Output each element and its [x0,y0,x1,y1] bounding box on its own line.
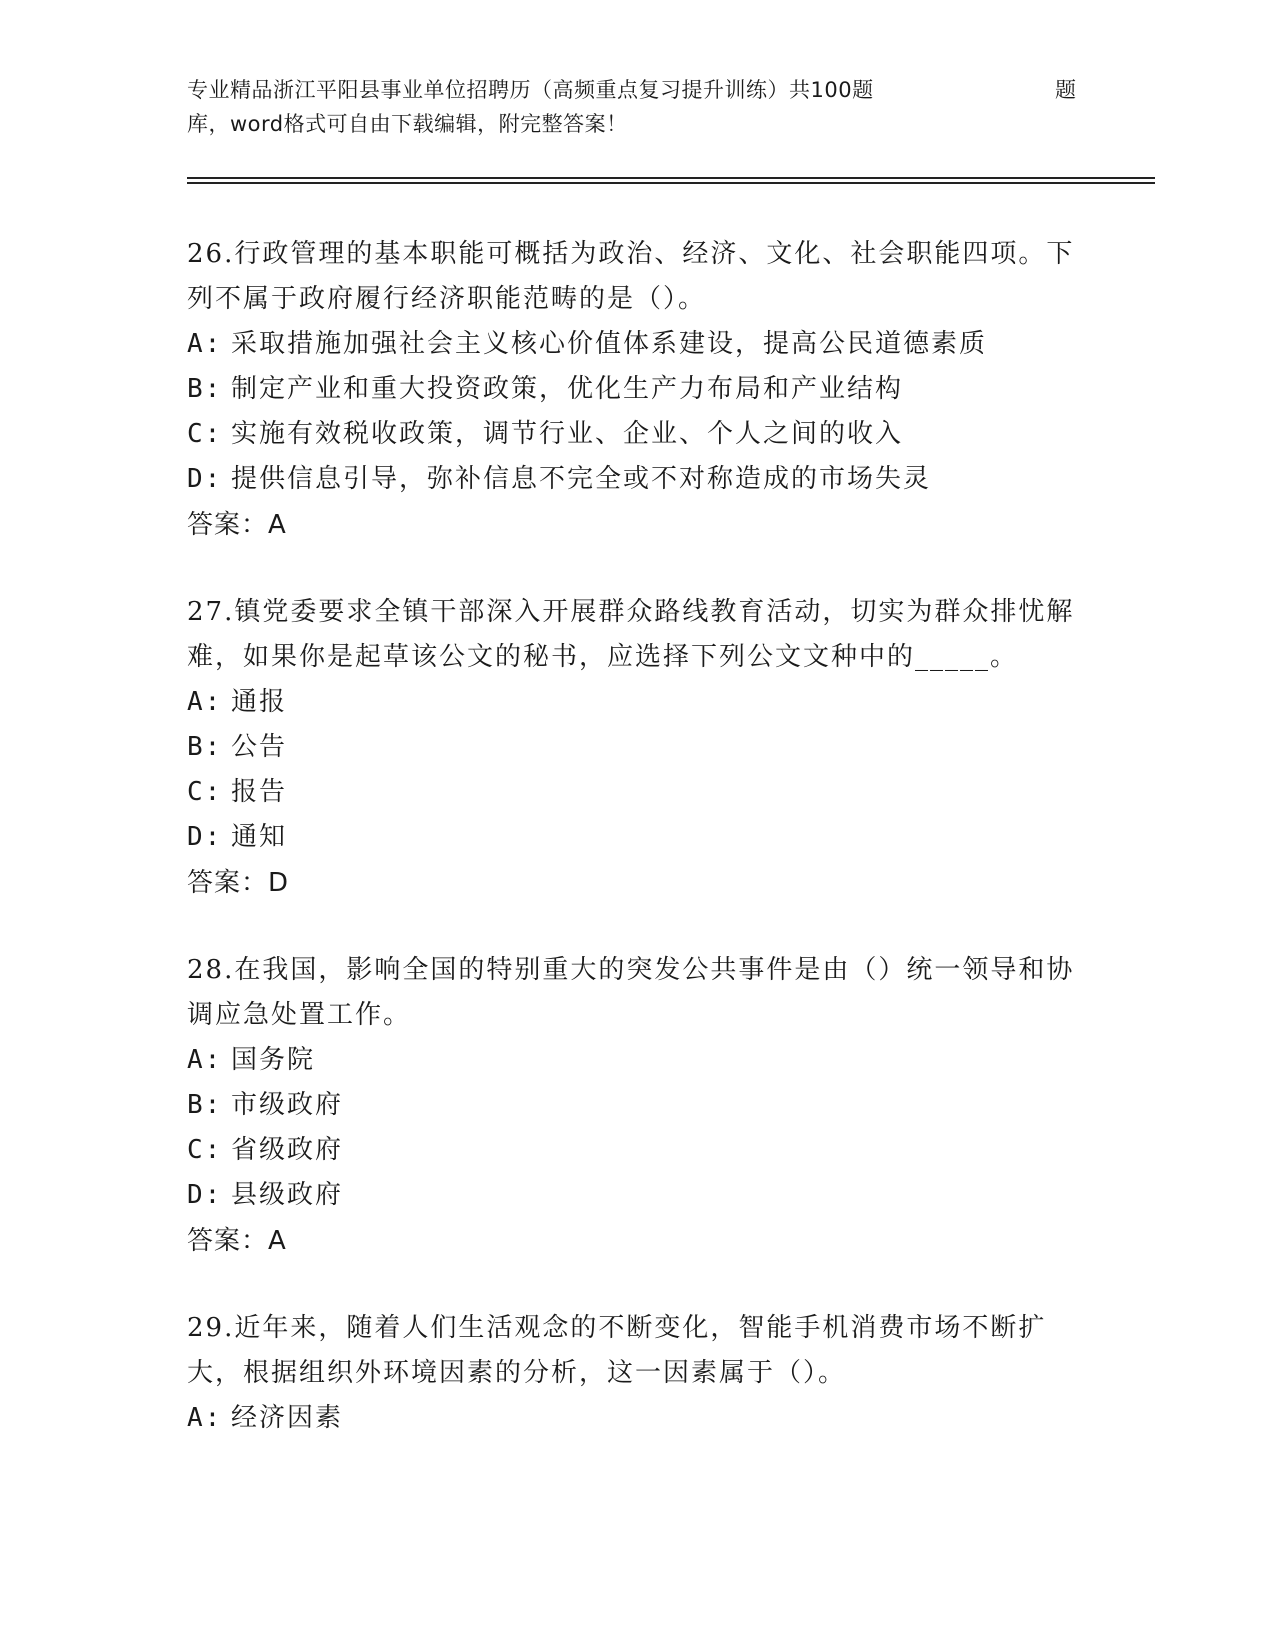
header-title-line-2: 库，word格式可自由下载编辑，附完整答案！ [187,112,628,136]
option-d [187,815,1087,860]
option-key: A: [187,329,223,359]
answer-line: 答案：A [187,1226,287,1256]
option-key: C: [187,1135,223,1165]
page-header [187,70,1087,140]
option-key: D: [187,1180,223,1210]
option-key: A: [187,1403,223,1433]
option-d [187,1173,1087,1218]
option-b [187,725,1087,770]
option-key: A: [187,687,223,717]
question-26 [187,232,1087,548]
option-text: 通报 [231,687,288,717]
option-text: 县级政府 [231,1180,344,1210]
option-text: 公告 [231,732,288,762]
answer-line: 答案：A [187,510,287,540]
option-text: 报告 [231,777,288,807]
question-stem: 26.行政管理的基本职能可概括为政治、经济、文化、社会职能四项。下列不属于政府履行经济职能范畴的是（）。 [187,239,1075,314]
option-text: 制定产业和重大投资政策，优化生产力布局和产业结构 [231,374,904,404]
question-stem: 28.在我国，影响全国的特别重大的突发公共事件是由（）统一领导和协调应急处置工作。 [187,955,1075,1030]
option-text: 经济因素 [231,1403,344,1433]
question-stem: 29.近年来，随着人们生活观念的不断变化，智能手机消费市场不断扩大，根据组织外环境因素的分析，这一因素属于（）。 [187,1313,1047,1388]
option-b [187,367,1087,412]
option-c [187,412,1087,457]
option-text: 通知 [231,822,288,852]
option-key: B: [187,732,223,762]
header-divider-bottom [187,182,1155,184]
question-27 [187,590,1087,906]
answer-line: 答案：D [187,868,290,898]
option-text: 市级政府 [231,1090,344,1120]
option-key: C: [187,419,223,449]
option-text: 实施有效税收政策，调节行业、企业、个人之间的收入 [231,419,904,449]
question-stem: 27.镇党委要求全镇干部深入开展群众路线教育活动，切实为群众排忧解难，如果你是起草该公文的秘书，应选择下列公文文种中的_____。 [187,597,1075,672]
option-c [187,770,1087,815]
question-28 [187,948,1087,1264]
header-title-line-1: 专业精品浙江平阳县事业单位招聘历（高频重点复习提升训练）共100题 [187,78,874,102]
option-a [187,322,1087,367]
option-key: D: [187,464,223,494]
option-key: B: [187,1090,223,1120]
option-a [187,680,1087,725]
option-text: 国务院 [231,1045,316,1075]
header-divider-top [187,177,1155,179]
option-b [187,1083,1087,1128]
option-c [187,1128,1087,1173]
option-key: C: [187,777,223,807]
option-a [187,1038,1087,1083]
option-d [187,457,1087,502]
option-key: B: [187,374,223,404]
question-list [187,232,1087,1483]
option-key: A: [187,1045,223,1075]
option-text: 采取措施加强社会主义核心价值体系建设，提高公民道德素质 [231,329,988,359]
question-29 [187,1306,1087,1441]
option-a [187,1396,1087,1441]
option-key: D: [187,822,223,852]
option-text: 提供信息引导，弥补信息不完全或不对称造成的市场失灵 [231,464,932,494]
header-title-extra: 题 [1055,78,1076,102]
option-text: 省级政府 [231,1135,344,1165]
